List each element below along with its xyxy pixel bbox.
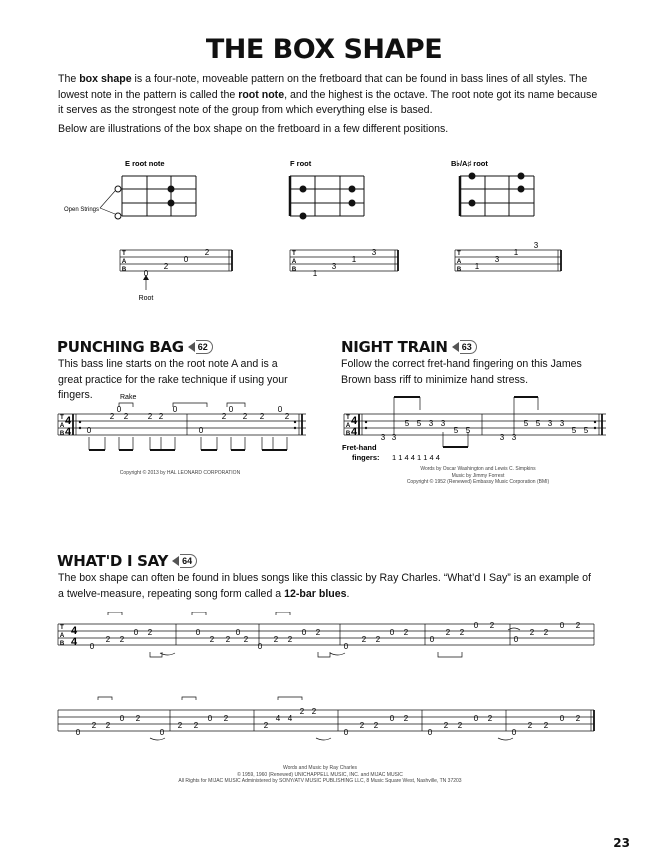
svg-text:1: 1	[513, 248, 519, 257]
audio-track-icon[interactable]: 62	[188, 340, 213, 354]
punching-bag-tab	[0, 392, 320, 472]
svg-text:3: 3	[380, 433, 386, 442]
svg-text:2: 2	[91, 721, 97, 730]
svg-text:A: A	[59, 633, 65, 639]
svg-text:2: 2	[223, 714, 229, 723]
svg-text:2: 2	[459, 628, 465, 637]
night-train-desc: Follow the correct fret-hand fingering on this James Brown bass riff to minimize hand stress.	[341, 358, 582, 386]
svg-text:2: 2	[193, 721, 199, 730]
svg-text:B: B	[59, 641, 65, 647]
intro-paragraph: The box shape is a four-note, moveable pattern on the fretboard that can be found in bass lines of all styles. The lowest note in the pattern is called the root note, and the highest is the octave. The root note got its name because it serves as the strongest note of the group from which everything else is based.	[58, 73, 598, 117]
svg-text:0: 0	[389, 628, 395, 637]
svg-text:0: 0	[86, 426, 92, 435]
svg-text:T: T	[60, 625, 64, 631]
svg-text:4: 4	[70, 636, 78, 648]
svg-text:3: 3	[559, 419, 565, 428]
svg-text:4: 4	[64, 415, 72, 427]
svg-text:2: 2	[373, 721, 379, 730]
svg-text:B: B	[291, 267, 297, 273]
punching-bag-heading: PUNCHING BAG 62	[57, 338, 213, 356]
svg-text:0: 0	[198, 426, 204, 435]
svg-text:2: 2	[543, 628, 549, 637]
svg-text:B: B	[59, 431, 65, 437]
svg-text:4: 4	[64, 426, 72, 438]
svg-text:0: 0	[207, 714, 213, 723]
svg-text:0: 0	[513, 635, 519, 644]
svg-text:4: 4	[350, 426, 358, 438]
svg-text:2: 2	[361, 635, 367, 644]
svg-text:2: 2	[221, 412, 227, 421]
svg-text:2: 2	[403, 628, 409, 637]
punching-bag-copyright: Copyright © 2013 by HAL LEONARD CORPORATION	[119, 470, 241, 476]
rake-label: Rake	[120, 394, 137, 401]
svg-text:4: 4	[70, 625, 78, 637]
punching-bag-desc: This bass line starts on the root note A and is a great practice for the rake technique if using your fingers.	[58, 358, 288, 402]
svg-text:0: 0	[89, 642, 95, 651]
open-strings-label: Open Strings	[64, 207, 100, 213]
svg-text:1: 1	[312, 269, 318, 278]
svg-text:2: 2	[242, 412, 248, 421]
f-tab-numbers	[313, 248, 377, 278]
svg-text:3: 3	[428, 419, 434, 428]
svg-text:2: 2	[147, 628, 153, 637]
svg-text:3: 3	[511, 433, 517, 442]
svg-text:T: T	[122, 251, 126, 257]
whatd-i-say-desc: The box shape can often be found in blues songs like this classic by Ray Charles. “What’d I Say” is an example of a twelve-measure, repeating song form called a 12-bar blues.	[58, 572, 591, 600]
svg-text:4: 4	[275, 714, 281, 723]
svg-text:0: 0	[277, 405, 283, 414]
svg-text:2: 2	[299, 707, 305, 716]
svg-text:2: 2	[315, 628, 321, 637]
page-number: 23	[613, 836, 630, 850]
audio-track-icon[interactable]: 63	[452, 340, 477, 354]
svg-text:0: 0	[301, 628, 307, 637]
svg-text:2: 2	[147, 412, 153, 421]
svg-text:2: 2	[204, 248, 210, 257]
svg-text:A: A	[291, 259, 297, 265]
svg-text:3: 3	[331, 262, 337, 271]
svg-text:2: 2	[359, 721, 365, 730]
svg-text:T: T	[60, 415, 64, 421]
svg-text:A: A	[59, 423, 65, 429]
svg-text:2: 2	[158, 412, 164, 421]
fingers-label: fingers:	[352, 453, 380, 462]
svg-text:0: 0	[183, 255, 189, 264]
svg-text:2: 2	[119, 635, 125, 644]
svg-text:5: 5	[523, 419, 529, 428]
svg-text:T: T	[292, 251, 296, 257]
bb-tab-numbers	[475, 241, 539, 271]
svg-text:0: 0	[172, 405, 178, 414]
svg-text:2: 2	[123, 412, 129, 421]
svg-text:2: 2	[273, 635, 279, 644]
svg-text:0: 0	[429, 635, 435, 644]
svg-text:0: 0	[389, 714, 395, 723]
svg-text:5: 5	[535, 419, 541, 428]
svg-text:0: 0	[195, 628, 201, 637]
svg-text:5: 5	[465, 426, 471, 435]
svg-text:B: B	[456, 267, 462, 273]
svg-text:2: 2	[135, 714, 141, 723]
svg-text:2: 2	[445, 628, 451, 637]
svg-text:2: 2	[543, 721, 549, 730]
svg-text:0: 0	[511, 728, 517, 737]
svg-text:2: 2	[575, 714, 581, 723]
page-title: THE BOX SHAPE	[205, 34, 443, 65]
svg-text:0: 0	[473, 714, 479, 723]
svg-text:4: 4	[287, 714, 293, 723]
svg-text:0: 0	[133, 628, 139, 637]
svg-text:2: 2	[529, 628, 535, 637]
night-train-heading: NIGHT TRAIN 63	[341, 338, 477, 356]
svg-text:0: 0	[343, 728, 349, 737]
f-root-label: F root	[290, 159, 312, 168]
svg-text:3: 3	[371, 248, 377, 257]
svg-text:2: 2	[225, 635, 231, 644]
svg-text:A: A	[121, 259, 127, 265]
svg-text:2: 2	[487, 714, 493, 723]
svg-text:2: 2	[375, 635, 381, 644]
e-root-label: E root note	[125, 159, 165, 168]
svg-text:3: 3	[547, 419, 553, 428]
svg-text:3: 3	[391, 433, 397, 442]
svg-text:0: 0	[116, 405, 122, 414]
bb-root-label: B♭/A♯ root	[451, 159, 488, 168]
line2-numbers	[76, 707, 581, 737]
night-train-credits: Words by Oscar Washington and Lewis C. Simpkins Music by Jimmy Forrest Copyright © 1952 (Renewed) Embassy Music Corporation (BMI)	[406, 466, 550, 485]
svg-text:A: A	[456, 259, 462, 265]
svg-text:1: 1	[474, 262, 480, 271]
svg-text:5: 5	[583, 426, 589, 435]
svg-text:2: 2	[105, 635, 111, 644]
svg-text:2: 2	[284, 412, 290, 421]
svg-text:4: 4	[350, 415, 358, 427]
svg-text:T: T	[346, 415, 350, 421]
svg-text:0: 0	[343, 642, 349, 651]
svg-text:0: 0	[235, 628, 241, 637]
fingering-numbers: 1 1 4 4 1 1 4 4	[392, 453, 440, 462]
whatd-i-say-tab	[0, 612, 648, 762]
svg-text:0: 0	[159, 728, 165, 737]
fret-hand-label: Fret-hand	[342, 443, 377, 452]
svg-text:T: T	[457, 251, 461, 257]
svg-text:5: 5	[416, 419, 422, 428]
svg-text:2: 2	[243, 635, 249, 644]
svg-text:0: 0	[559, 621, 565, 630]
svg-text:2: 2	[527, 721, 533, 730]
svg-text:B: B	[121, 267, 127, 273]
whatd-i-say-heading: WHAT'D I SAY 64	[57, 552, 197, 570]
svg-text:0: 0	[228, 405, 234, 414]
svg-text:2: 2	[105, 721, 111, 730]
audio-track-icon[interactable]: 64	[172, 554, 197, 568]
box-shape-diagrams	[0, 150, 648, 310]
svg-text:2: 2	[575, 621, 581, 630]
svg-text:3: 3	[499, 433, 505, 442]
svg-text:2: 2	[287, 635, 293, 644]
svg-text:2: 2	[443, 721, 449, 730]
svg-text:3: 3	[440, 419, 446, 428]
svg-text:0: 0	[559, 714, 565, 723]
svg-text:0: 0	[427, 728, 433, 737]
svg-text:2: 2	[311, 707, 317, 716]
svg-text:2: 2	[263, 721, 269, 730]
root-label: Root	[138, 295, 154, 302]
svg-text:0: 0	[473, 621, 479, 630]
svg-text:1: 1	[351, 255, 357, 264]
whatd-i-say-credits: Words and Music by Ray Charles © 1959, 1960 (Renewed) UNICHAPPELL MUSIC, INC. and MIJAC MUSIC All Rights for MIJAC MUSIC Administered by SONY/ATV MUSIC PUBLISHING LLC, 8 Music Square West, Nashville, TN 37203	[178, 765, 462, 784]
e-tab-numbers	[144, 248, 210, 278]
svg-text:3: 3	[533, 241, 539, 250]
svg-text:0: 0	[143, 269, 149, 278]
svg-text:2: 2	[163, 262, 169, 271]
svg-text:0: 0	[257, 642, 263, 651]
svg-text:0: 0	[75, 728, 81, 737]
svg-text:5: 5	[453, 426, 459, 435]
svg-text:A: A	[345, 423, 351, 429]
svg-text:3: 3	[494, 255, 500, 264]
svg-text:2: 2	[209, 635, 215, 644]
svg-text:2: 2	[177, 721, 183, 730]
night-train-tab	[330, 392, 620, 472]
svg-text:2: 2	[457, 721, 463, 730]
intro-paragraph-2: Below are illustrations of the box shape on the fretboard in a few different positions.	[58, 123, 449, 135]
svg-text:5: 5	[404, 419, 410, 428]
svg-text:B: B	[345, 431, 351, 437]
line1-numbers	[90, 621, 581, 651]
svg-text:2: 2	[259, 412, 265, 421]
svg-text:5: 5	[571, 426, 577, 435]
svg-text:2: 2	[489, 621, 495, 630]
svg-text:0: 0	[119, 714, 125, 723]
svg-text:2: 2	[403, 714, 409, 723]
svg-text:2: 2	[109, 412, 115, 421]
